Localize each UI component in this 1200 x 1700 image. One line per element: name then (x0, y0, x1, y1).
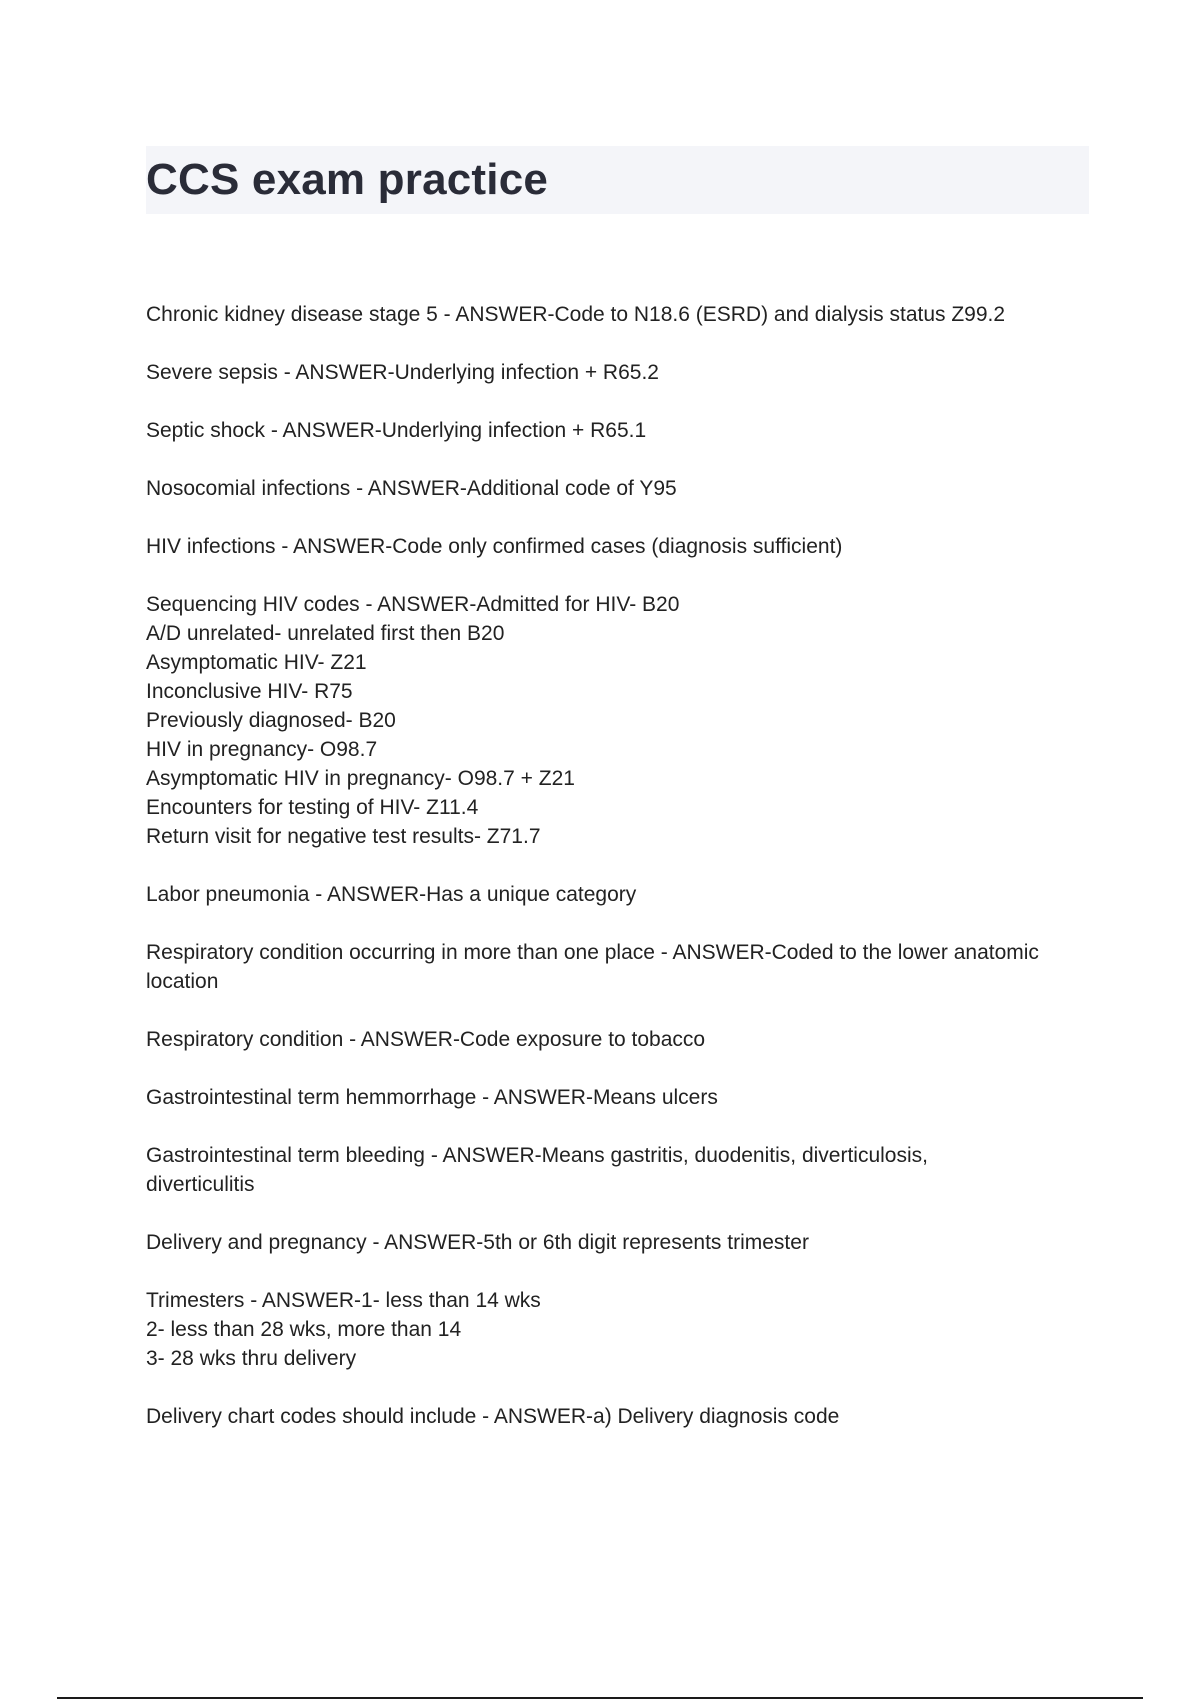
title-banner (146, 146, 1089, 214)
qa-entry (146, 358, 1096, 387)
qa-entry-line: Return visit for negative test results- Z71.7 (146, 825, 541, 848)
qa-entry (146, 1083, 1096, 1112)
qa-entry-line: Nosocomial infections - ANSWER-Additional code of Y95 (146, 477, 677, 500)
qa-entry-line: Gastrointestinal term hemmorrhage - ANSWER-Means ulcers (146, 1086, 718, 1109)
qa-entry (146, 590, 1096, 851)
qa-list (146, 300, 1096, 1460)
qa-entry (146, 474, 1096, 503)
qa-entry (146, 1141, 1096, 1199)
qa-entry-line: Respiratory condition - ANSWER-Code exposure to tobacco (146, 1028, 706, 1051)
qa-entry-line: Trimesters - ANSWER-1- less than 14 wks (146, 1289, 541, 1312)
qa-entry-line: location (146, 970, 219, 993)
qa-entry-line: Encounters for testing of HIV- Z11.4 (146, 796, 479, 819)
qa-entry-line: Severe sepsis - ANSWER-Underlying infection + R65.2 (146, 361, 659, 384)
qa-entry (146, 880, 1096, 909)
qa-entry-line: Labor pneumonia - ANSWER-Has a unique category (146, 883, 637, 906)
qa-entry-line: Sequencing HIV codes - ANSWER-Admitted for HIV- B20 (146, 593, 680, 616)
qa-entry-line: Chronic kidney disease stage 5 - ANSWER-Code to N18.6 (ESRD) and dialysis status Z99.2 (146, 303, 1006, 326)
qa-entry-line: A/D unrelated- unrelated first then B20 (146, 622, 505, 645)
page-bottom-divider (57, 1697, 1143, 1699)
qa-entry (146, 1286, 1096, 1373)
qa-entry-line: HIV infections - ANSWER-Code only confirmed cases (diagnosis sufficient) (146, 535, 843, 558)
qa-entry-line: 3- 28 wks thru delivery (146, 1347, 357, 1370)
page-title: CCS exam practice (146, 155, 549, 204)
qa-entry-line: Gastrointestinal term bleeding - ANSWER-Means gastritis, duodenitis, diverticulosis, (146, 1144, 928, 1167)
qa-entry-line: Asymptomatic HIV in pregnancy- O98.7 + Z21 (146, 767, 575, 790)
qa-entry-line: Asymptomatic HIV- Z21 (146, 651, 367, 674)
qa-entry-line: Delivery chart codes should include - ANSWER-a) Delivery diagnosis code (146, 1405, 840, 1428)
qa-entry-line: Delivery and pregnancy - ANSWER-5th or 6th digit represents trimester (146, 1231, 809, 1254)
qa-entry (146, 532, 1096, 561)
qa-entry-line: Septic shock - ANSWER-Underlying infection + R65.1 (146, 419, 647, 442)
qa-entry (146, 1402, 1096, 1431)
qa-entry-line: HIV in pregnancy- O98.7 (146, 738, 378, 761)
qa-entry-line: diverticulitis (146, 1173, 255, 1196)
qa-entry (146, 1025, 1096, 1054)
qa-entry-line: 2- less than 28 wks, more than 14 (146, 1318, 462, 1341)
qa-entry (146, 416, 1096, 445)
qa-entry (146, 938, 1096, 996)
qa-entry-line: Respiratory condition occurring in more than one place - ANSWER-Coded to the lower anatomic (146, 941, 1039, 964)
qa-entry-line: Inconclusive HIV- R75 (146, 680, 353, 703)
qa-entry-line: Previously diagnosed- B20 (146, 709, 396, 732)
qa-entry (146, 300, 1096, 329)
qa-entry (146, 1228, 1096, 1257)
